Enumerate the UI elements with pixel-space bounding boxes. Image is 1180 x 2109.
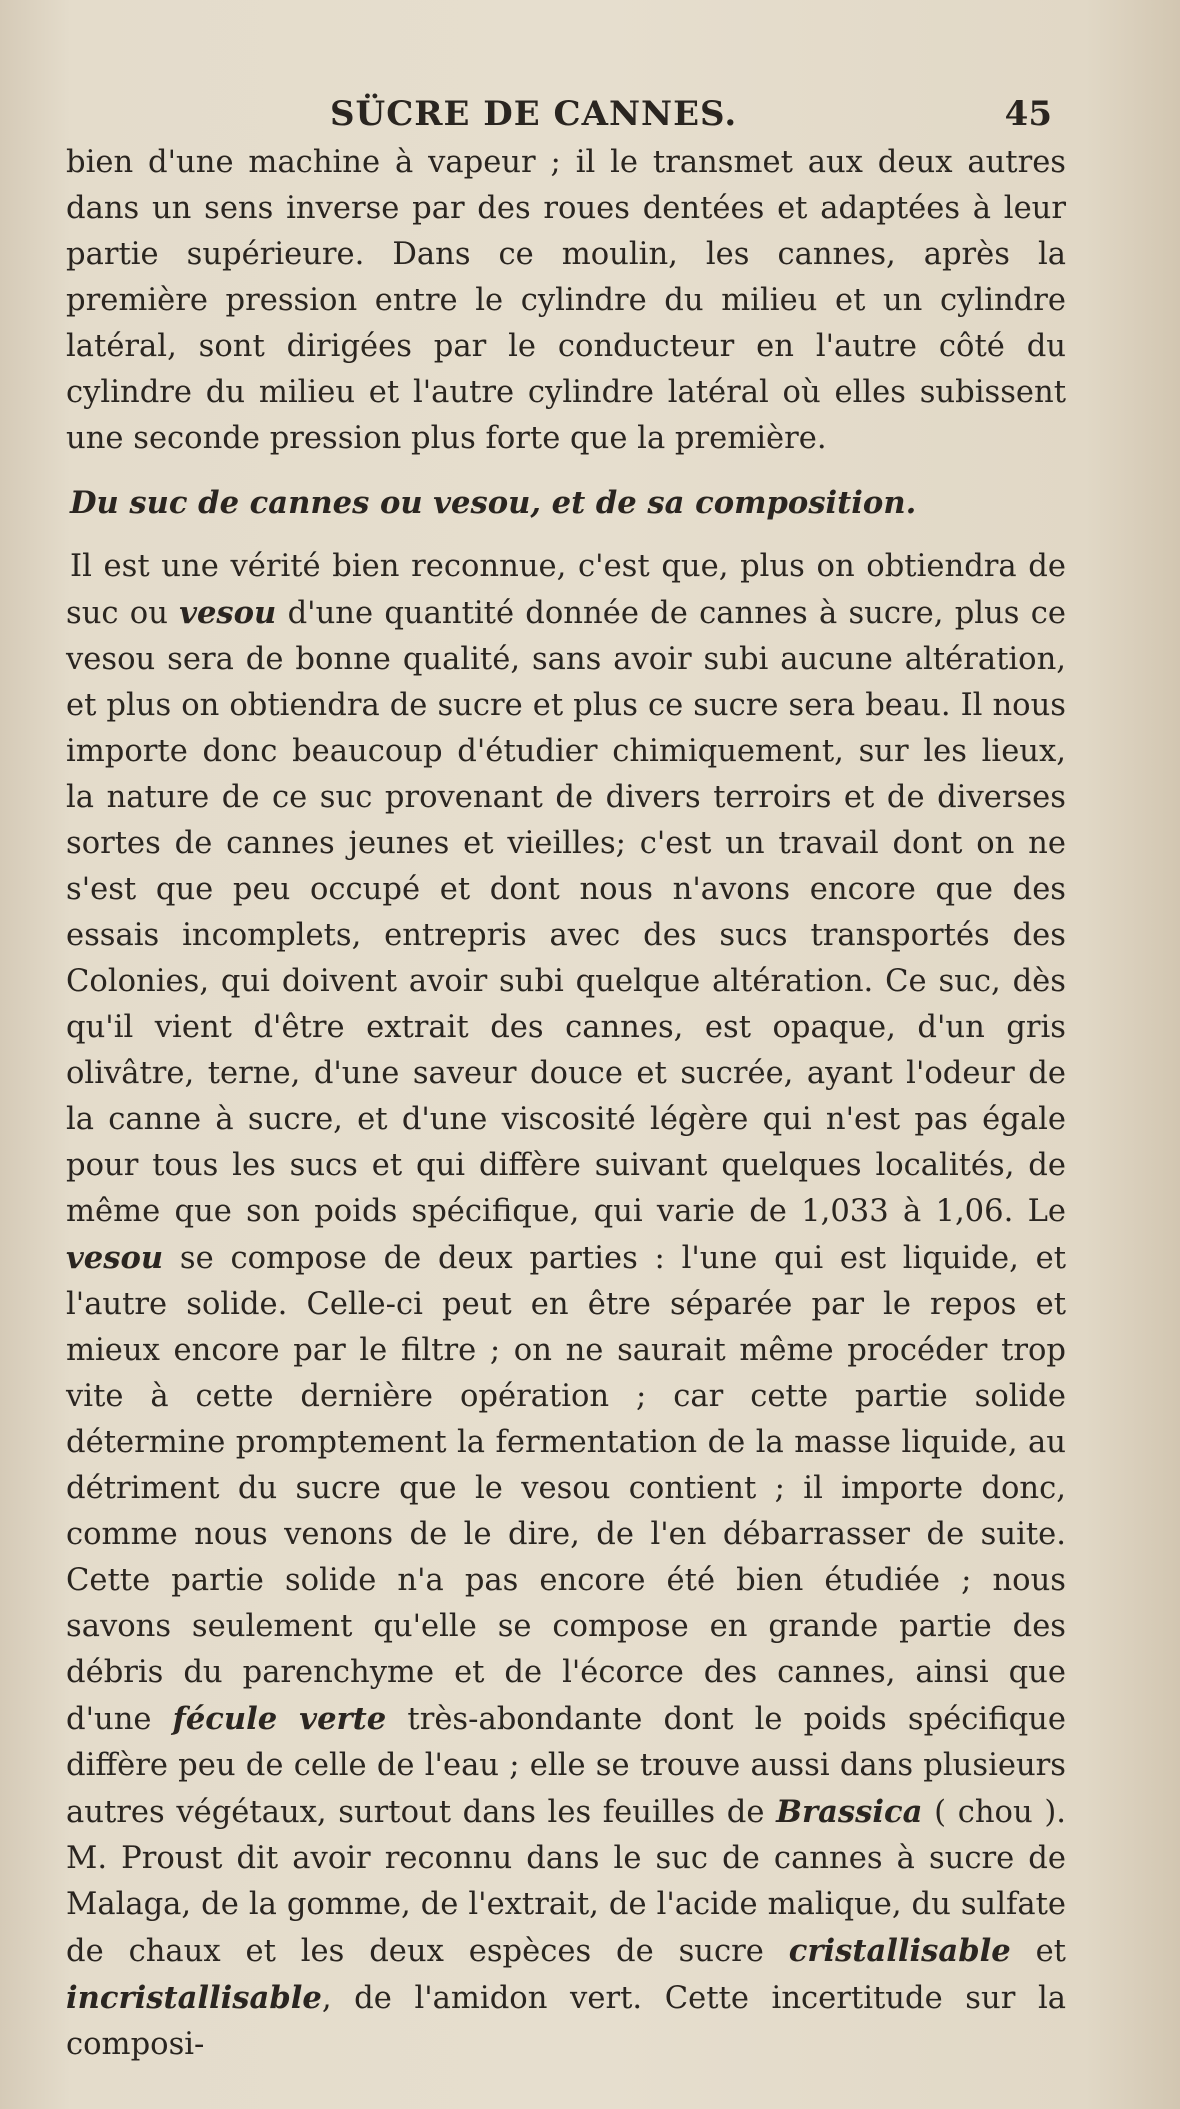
- page-header: [0, 84, 1180, 140]
- page-number: 45: [1004, 94, 1052, 134]
- italic-term-fecule-verte: fécule verte: [172, 1701, 387, 1737]
- text-run: et: [1035, 1934, 1066, 1969]
- italic-term-vesou: vesou: [179, 595, 277, 631]
- italic-term-vesou: vesou: [66, 1240, 164, 1276]
- italic-term-brassica: Brassica: [776, 1794, 923, 1830]
- paragraph-suc: [66, 544, 1066, 2068]
- page-body: [66, 140, 1066, 2068]
- text-run: , de l'amidon vert. Cette incertitude sur la composi-: [66, 1981, 1066, 2062]
- text-run: très-abondante dont le poids spécifique diffère peu de celle de l'eau ; elle se trouve aussi dans plusieurs autres végétaux, surtout dans les feuilles de: [66, 1702, 1066, 1830]
- text-run: d'une quantité donnée de cannes à sucre, plus ce vesou sera de bonne qualité, sans avoir subi aucune altération, et plus on obtiendra de sucre et plus ce sucre sera beau. Il nous importe donc beaucoup d'étudier chimiquement, sur les lieux, la nature de ce suc provenant de divers terroirs et de diverses sortes de cannes jeunes et vieilles; c'est un travail dont on ne s'est que peu occupé et dont nous n'avons encore que des essais incomplets, entrepris avec des sucs transportés des Colonies, qui doivent avoir subi quelque altération. Ce suc, dès qu'il vient d'être extrait des cannes, est opaque, d'un gris olivâtre, terne, d'une saveur douce et sucrée, ayant l'odeur de la canne à sucre, et d'une viscosité légère qui n'est pas égale pour tous les sucs et qui diffère suivant quelques localités, de même que son poids spécifique, qui varie de 1,033 à 1,06. Le: [66, 596, 1066, 1229]
- section-heading: Du suc de cannes ou vesou, et de sa composition.: [70, 485, 917, 521]
- text-run: se compose de deux parties : l'une qui est liquide, et l'autre solide. Celle-ci peut en être séparée par le repos et mieux encore par le filtre ; on ne saurait même procéder trop vite à cette dernière opération ; car cette partie solide détermine promptement la fermentation de la masse liquide, au détriment du sucre que le vesou contient ; il importe donc, comme nous venons de le dire, de l'en débarrasser de suite. Cette partie solide n'a pas encore été bien étudiée ; nous savons seulement qu'elle se compose en grande partie des débris du parenchyme et de l'écorce des cannes, ainsi que d'une: [66, 1241, 1066, 1737]
- running-title: SÜCRE DE CANNES.: [330, 94, 738, 134]
- text-run: Il est une vérité bien reconnue, c'est que, plus on obtiendra de suc ou: [66, 549, 1066, 631]
- text-run: ( chou ). M. Proust dit avoir reconnu dans le suc de cannes à sucre de Malaga, de la gomme, de l'extrait, de l'acide malique, du sulfate de chaux et les deux espèces de sucre: [66, 1795, 1066, 1969]
- paragraph-machine: bien d'une machine à vapeur ; il le transmet aux deux autres dans un sens inverse par des roues dentées et adaptées à leur partie supérieure. Dans ce moulin, les cannes, après la première pression entre le cylindre du milieu et un cylindre latéral, sont dirigées par le conducteur en l'autre côté du cylindre du milieu et l'autre cylindre latéral où elles subissent une seconde pression plus forte que la première.: [66, 145, 1066, 456]
- italic-term-incristallisable: incristallisable: [66, 1980, 322, 2016]
- italic-term-cristallisable: cristallisable: [788, 1933, 1011, 1969]
